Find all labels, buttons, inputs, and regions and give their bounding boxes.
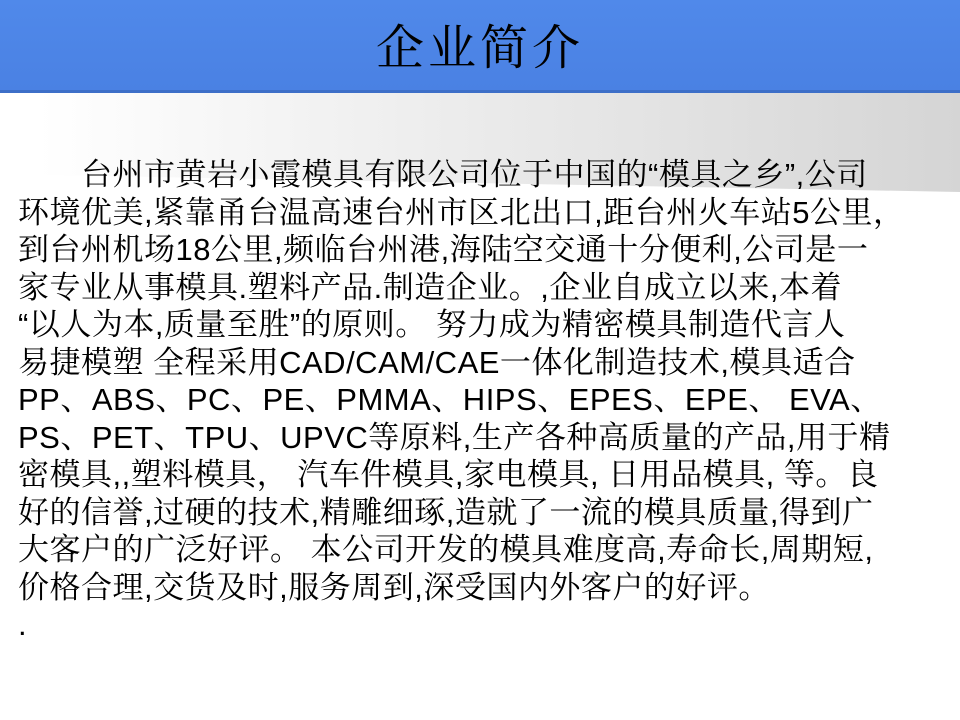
paragraph-line: “以人为本,质量至胜”的原则。 努力成为精密模具制造代言人 <box>18 307 846 342</box>
paragraph-line: . <box>18 607 28 642</box>
paragraph-line: 台州市黄岩小霞模具有限公司位于中国的“模具之乡”,公司 <box>18 157 868 192</box>
paragraph-line: 价格合理,交货及时,服务周到,深受国内外客户的好评。 <box>18 569 770 605</box>
paragraph-line: 密模具,,塑料模具， 汽车件模具,家电模具, 日用品模具, 等。良 <box>18 457 879 492</box>
paragraph-line: 好的信誉,过硬的技术,精雕细琢,造就了一流的模具质量,得到广 <box>18 494 874 530</box>
paragraph-line: 易捷模塑 全程采用CAD/CAM/CAE一体化制造技术,模具适合 <box>18 344 856 380</box>
title-band <box>0 0 960 93</box>
paragraph-line: 到台州机场18公里,频临台州港,海陆空交通十分便利,公司是一 <box>18 232 869 267</box>
slide-title: 企业简介 <box>375 20 584 76</box>
company-intro-paragraph <box>18 156 948 644</box>
paragraph-line: 环境优美,紧靠甬台温高速台州市区北出口,距台州火车站5公里， <box>18 194 905 230</box>
paragraph-line: PP、ABS、PC、PE、PMMA、HIPS、EPES、EPE、 EVA、 <box>18 382 882 417</box>
paragraph-line: 大客户的广泛好评。 本公司开发的模具难度高,寿命长,周期短, <box>18 532 874 567</box>
paragraph-line: 家专业从事模具.塑料产品.制造企业。,企业自成立以来,本着 <box>18 269 842 305</box>
paragraph-line: PS、PET、TPU、UPVC等原料,生产各种高质量的产品,用于精 <box>18 419 891 455</box>
